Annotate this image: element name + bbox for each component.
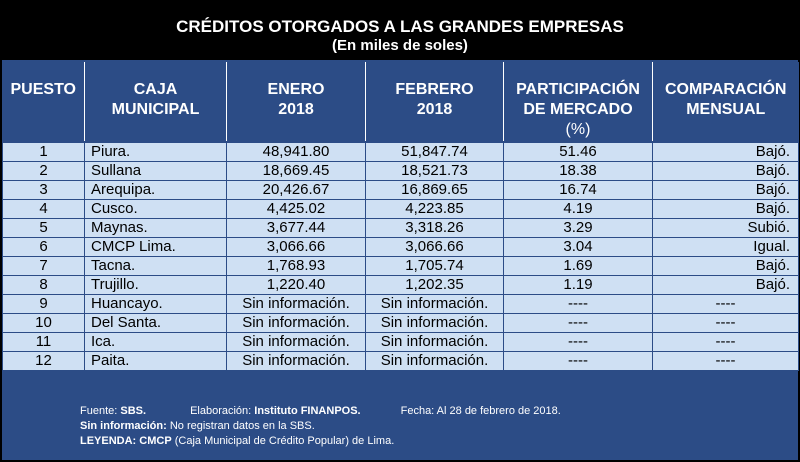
table-row [3, 219, 799, 238]
cell-participacion: ---- [504, 314, 653, 333]
cell-caja: Piura. [85, 142, 227, 162]
cell-caja: Ica. [85, 333, 227, 352]
credits-table [2, 62, 799, 371]
cell-puesto: 7 [3, 257, 85, 276]
footer-line-2: Sin información: No registran datos en la SBS. [80, 420, 315, 432]
table-header-row [3, 62, 799, 142]
cell-participacion: 1.19 [504, 276, 653, 295]
cell-enero: 48,941.80 [227, 142, 366, 162]
table-row [3, 333, 799, 352]
cell-caja: Maynas. [85, 219, 227, 238]
cell-participacion: 3.04 [504, 238, 653, 257]
col-header-participacion: PARTICIPACIÓN DE MERCADO (%) [504, 62, 653, 142]
cell-enero: 3,677.44 [227, 219, 366, 238]
cell-febrero: 18,521.73 [366, 162, 504, 181]
cell-caja: Tacna. [85, 257, 227, 276]
table-row [3, 238, 799, 257]
col-header-caja: CAJA MUNICIPAL [85, 62, 227, 142]
page-title: CRÉDITOS OTORGADOS A LAS GRANDES EMPRESAS [176, 17, 624, 36]
footer-notes [80, 404, 561, 449]
cell-comparacion: Bajó. [653, 276, 799, 295]
col-header-comparacion: COMPARACIÓN MENSUAL [653, 62, 799, 142]
table-row [3, 295, 799, 314]
table-row [3, 162, 799, 181]
footer-line-3: LEYENDA: CMCP (Caja Municipal de Crédito Popular) de Lima. [80, 435, 395, 447]
cell-comparacion: Bajó. [653, 142, 799, 162]
cell-puesto: 8 [3, 276, 85, 295]
cell-participacion: 51.46 [504, 142, 653, 162]
cell-febrero: Sin información. [366, 295, 504, 314]
table-row [3, 200, 799, 219]
table-row [3, 142, 799, 162]
cell-participacion: 3.29 [504, 219, 653, 238]
cell-caja: Cusco. [85, 200, 227, 219]
cell-caja: Trujillo. [85, 276, 227, 295]
footer-line-1: Fuente: SBS. Elaboración: Instituto FINANPOS. Fecha: Al 28 de febrero de 2018. [80, 405, 561, 417]
cell-participacion: ---- [504, 295, 653, 314]
cell-puesto: 11 [3, 333, 85, 352]
cell-caja: Sullana [85, 162, 227, 181]
cell-participacion: 18.38 [504, 162, 653, 181]
cell-febrero: 1,705.74 [366, 257, 504, 276]
cell-enero: 20,426.67 [227, 181, 366, 200]
cell-febrero: Sin información. [366, 352, 504, 371]
table-row [3, 276, 799, 295]
cell-puesto: 12 [3, 352, 85, 371]
cell-puesto: 9 [3, 295, 85, 314]
cell-febrero: 51,847.74 [366, 142, 504, 162]
cell-febrero: 3,318.26 [366, 219, 504, 238]
cell-comparacion: ---- [653, 333, 799, 352]
cell-caja: Paita. [85, 352, 227, 371]
cell-participacion: ---- [504, 333, 653, 352]
cell-comparacion: ---- [653, 352, 799, 371]
cell-enero: Sin información. [227, 295, 366, 314]
cell-enero: 1,768.93 [227, 257, 366, 276]
cell-febrero: 16,869.65 [366, 181, 504, 200]
cell-participacion: 4.19 [504, 200, 653, 219]
cell-participacion: 1.69 [504, 257, 653, 276]
col-header-enero: ENERO 2018 [227, 62, 366, 142]
cell-enero: 1,220.40 [227, 276, 366, 295]
cell-comparacion: Subió. [653, 219, 799, 238]
cell-comparacion: Bajó. [653, 162, 799, 181]
cell-puesto: 2 [3, 162, 85, 181]
cell-enero: Sin información. [227, 352, 366, 371]
cell-comparacion: Bajó. [653, 257, 799, 276]
cell-febrero: 3,066.66 [366, 238, 504, 257]
header [0, 0, 800, 60]
cell-puesto: 6 [3, 238, 85, 257]
col-header-puesto: PUESTO [3, 62, 85, 142]
page-subtitle: (En miles de soles) [332, 37, 468, 54]
cell-comparacion: Bajó. [653, 181, 799, 200]
cell-enero: 4,425.02 [227, 200, 366, 219]
cell-puesto: 3 [3, 181, 85, 200]
cell-febrero: Sin información. [366, 314, 504, 333]
cell-febrero: Sin información. [366, 333, 504, 352]
cell-participacion: 16.74 [504, 181, 653, 200]
table-row [3, 314, 799, 333]
table-row [3, 257, 799, 276]
cell-puesto: 1 [3, 142, 85, 162]
cell-enero: Sin información. [227, 314, 366, 333]
cell-febrero: 1,202.35 [366, 276, 504, 295]
table-row [3, 181, 799, 200]
cell-caja: Del Santa. [85, 314, 227, 333]
cell-enero: Sin información. [227, 333, 366, 352]
col-header-febrero: FEBRERO 2018 [366, 62, 504, 142]
cell-febrero: 4,223.85 [366, 200, 504, 219]
cell-comparacion: ---- [653, 295, 799, 314]
cell-enero: 3,066.66 [227, 238, 366, 257]
cell-comparacion: ---- [653, 314, 799, 333]
cell-enero: 18,669.45 [227, 162, 366, 181]
cell-caja: Huancayo. [85, 295, 227, 314]
cell-caja: CMCP Lima. [85, 238, 227, 257]
cell-comparacion: Igual. [653, 238, 799, 257]
cell-puesto: 10 [3, 314, 85, 333]
cell-puesto: 4 [3, 200, 85, 219]
cell-participacion: ---- [504, 352, 653, 371]
table-row [3, 352, 799, 371]
cell-comparacion: Bajó. [653, 200, 799, 219]
cell-caja: Arequipa. [85, 181, 227, 200]
cell-puesto: 5 [3, 219, 85, 238]
